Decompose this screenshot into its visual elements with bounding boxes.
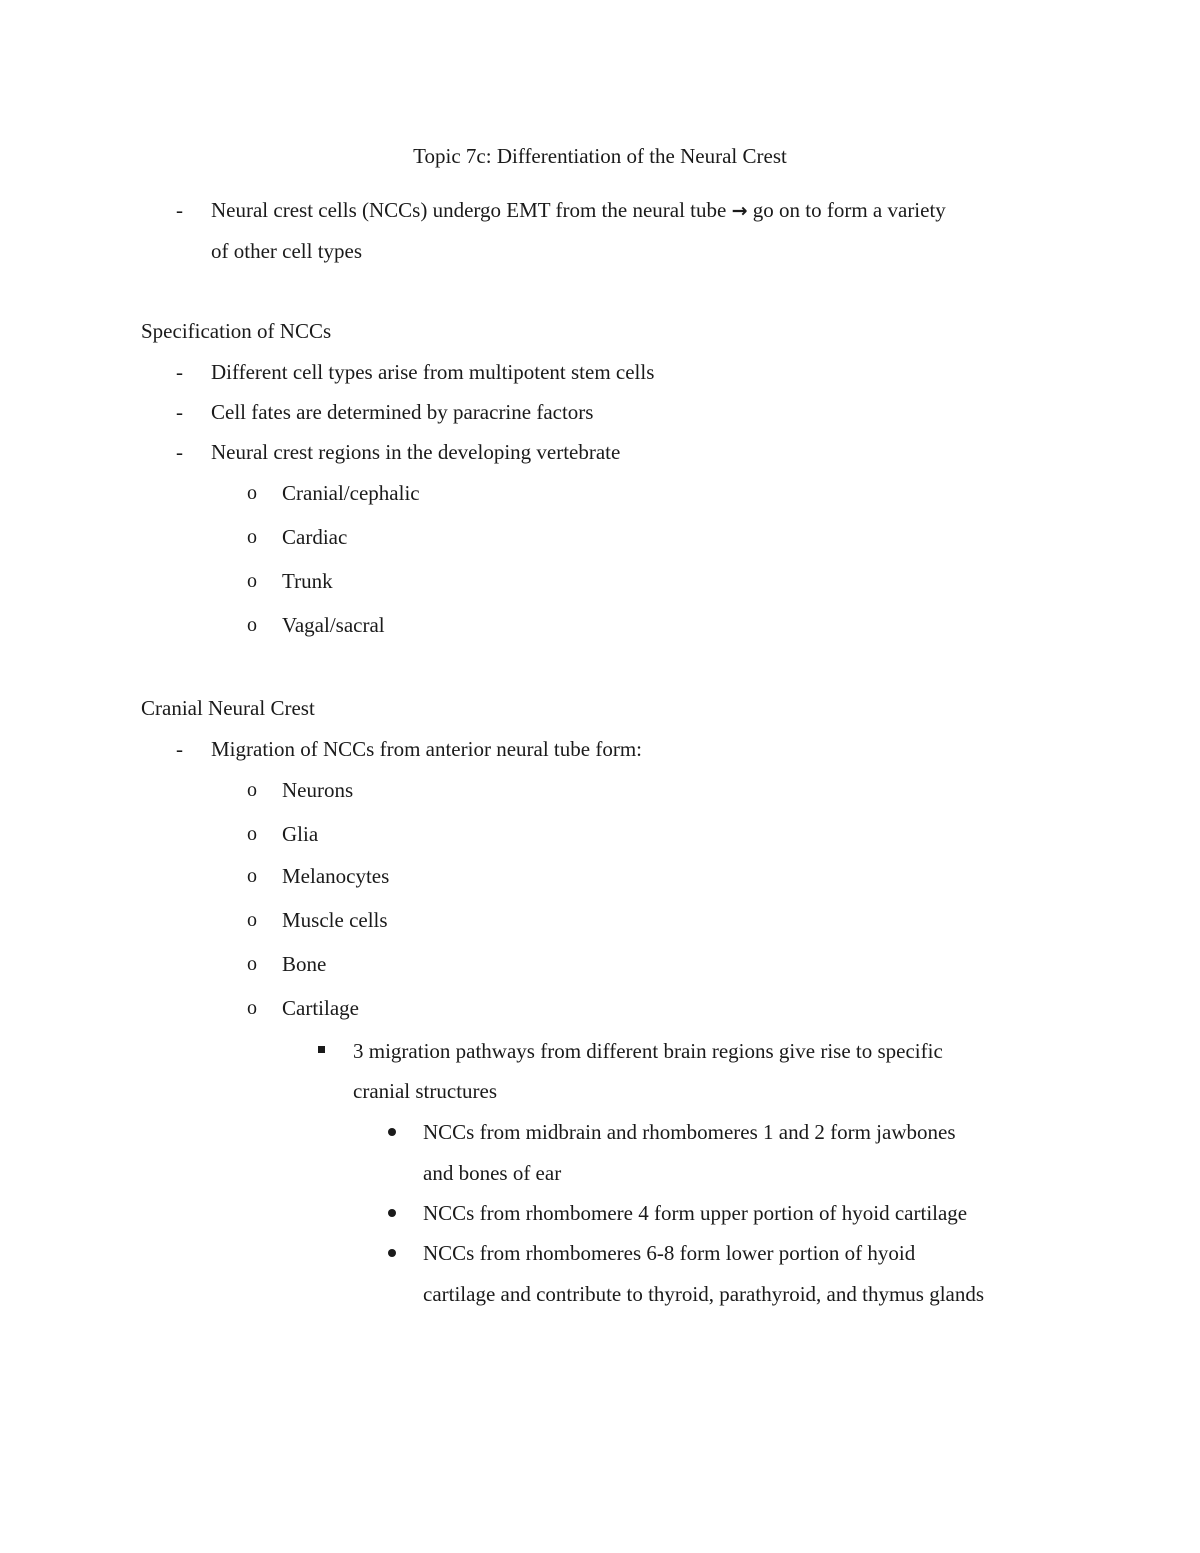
circle-bullet: o bbox=[247, 823, 257, 845]
dash-bullet: - bbox=[176, 360, 183, 384]
list-item: Cartilage bbox=[282, 996, 359, 1020]
intro-text-after-arrow: go on to form a variety bbox=[752, 198, 946, 222]
list-item: Neural crest regions in the developing vertebrate bbox=[211, 440, 621, 464]
list-item: Muscle cells bbox=[282, 908, 388, 932]
section-heading-specification: Specification of NCCs bbox=[141, 319, 332, 343]
list-item: NCCs from rhombomeres 6-8 form lower portion of hyoid bbox=[423, 1241, 916, 1265]
list-item: Cardiac bbox=[282, 525, 348, 549]
list-item: Migration of NCCs from anterior neural tube form: bbox=[211, 737, 642, 761]
list-item: Different cell types arise from multipotent stem cells bbox=[211, 360, 655, 384]
dot-bullet-icon bbox=[388, 1128, 396, 1136]
circle-bullet: o bbox=[247, 570, 257, 592]
circle-bullet: o bbox=[247, 526, 257, 548]
circle-bullet: o bbox=[247, 482, 257, 504]
list-item: Neurons bbox=[282, 778, 354, 802]
list-item: Vagal/sacral bbox=[282, 613, 385, 637]
list-item-continued: cartilage and contribute to thyroid, parathyroid, and thymus glands bbox=[423, 1282, 985, 1306]
list-item: Melanocytes bbox=[282, 864, 390, 888]
list-item: Bone bbox=[282, 952, 327, 976]
list-item: NCCs from rhombomere 4 form upper portion of hyoid cartilage bbox=[423, 1201, 968, 1225]
circle-bullet: o bbox=[247, 953, 257, 975]
circle-bullet: o bbox=[247, 614, 257, 636]
dash-bullet: - bbox=[176, 400, 183, 424]
circle-bullet: o bbox=[247, 865, 257, 887]
list-item: Cranial/cephalic bbox=[282, 481, 420, 505]
circle-bullet: o bbox=[247, 909, 257, 931]
section-heading-cranial: Cranial Neural Crest bbox=[141, 696, 315, 720]
circle-bullet: o bbox=[247, 997, 257, 1019]
intro-line-1 bbox=[211, 190, 946, 231]
dot-bullet-icon bbox=[388, 1249, 396, 1257]
list-item: Cell fates are determined by paracrine factors bbox=[211, 400, 594, 424]
right-arrow-icon: → bbox=[731, 200, 748, 222]
list-item-continued: cranial structures bbox=[353, 1079, 498, 1103]
dash-bullet: - bbox=[176, 440, 183, 464]
page-title: Topic 7c: Differentiation of the Neural Crest bbox=[413, 144, 787, 168]
dash-bullet: - bbox=[176, 737, 183, 761]
square-bullet-icon bbox=[318, 1046, 325, 1053]
circle-bullet: o bbox=[247, 779, 257, 801]
list-item: 3 migration pathways from different brain regions give rise to specific bbox=[353, 1039, 943, 1063]
dot-bullet-icon bbox=[388, 1209, 396, 1217]
intro-text-before-arrow: Neural crest cells (NCCs) undergo EMT from the neural tube bbox=[211, 198, 727, 222]
list-item: NCCs from midbrain and rhombomeres 1 and 2 form jawbones bbox=[423, 1120, 956, 1144]
list-item-continued: and bones of ear bbox=[423, 1161, 562, 1185]
dash-bullet: - bbox=[176, 198, 183, 222]
list-item: Glia bbox=[282, 822, 319, 846]
list-item: Trunk bbox=[282, 569, 333, 593]
intro-line-2: of other cell types bbox=[211, 239, 363, 263]
